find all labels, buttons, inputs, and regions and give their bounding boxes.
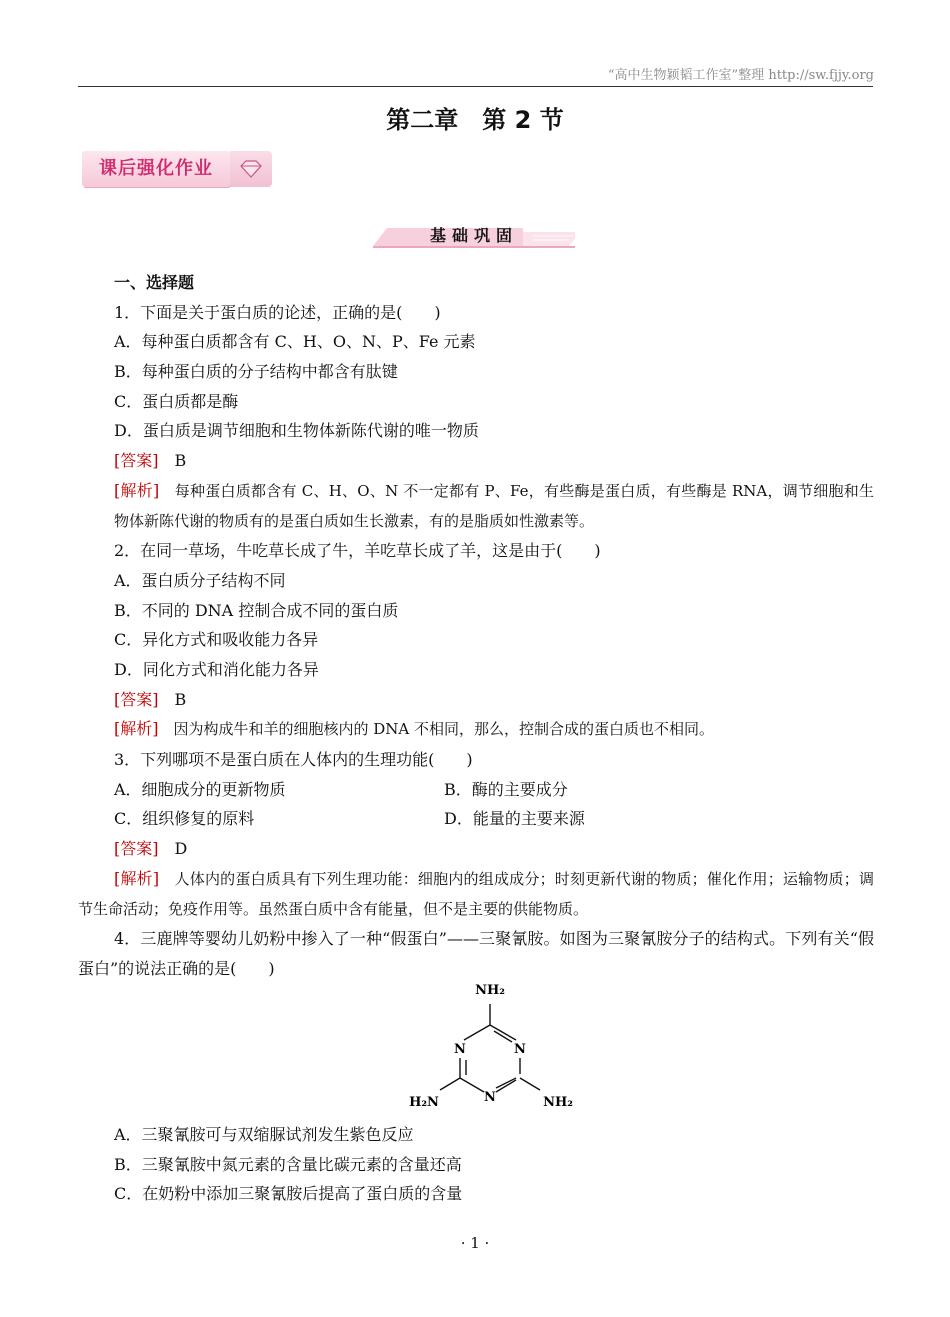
analysis-text: 每种蛋白质都含有 C、H、O、N 不一定都有 P、Fe，有些酶是蛋白质，有些酶是 RNA，调节细胞和生物体新陈代谢的物质有的是蛋白质如生长激素，有的是脂质如性激素等。 bbox=[114, 481, 874, 530]
analysis-text: 因为构成牛和羊的细胞核内的 DNA 不相同，那么，控制合成的蛋白质也不相同。 bbox=[173, 720, 715, 739]
diamond-icon bbox=[239, 160, 263, 178]
option-b: B．酶的主要成分 bbox=[444, 779, 568, 799]
option-a: A．每种蛋白质都含有 C、H、O、N、P、Fe 元素 bbox=[114, 332, 476, 352]
melamine-structure bbox=[400, 978, 580, 1113]
section-heading: 一、选择题 bbox=[114, 273, 195, 292]
answer-line bbox=[78, 446, 874, 476]
analysis bbox=[78, 476, 874, 536]
question-stem: 4．三鹿牌等婴幼儿奶粉中掺入了一种“假蛋白”——三聚氰胺。如图为三聚氰胺分子的结构式。下列有关“假蛋白”的说法正确的是( ) bbox=[78, 929, 874, 978]
amine-left: H₂N bbox=[409, 1095, 439, 1110]
answer-line bbox=[78, 834, 874, 864]
ring-nitrogen-bottom: N bbox=[484, 1090, 496, 1105]
header-rule bbox=[78, 86, 873, 87]
answer-tag: [答案] bbox=[114, 451, 159, 471]
question-1 bbox=[78, 298, 874, 537]
section-banner bbox=[373, 224, 575, 252]
option-d: D．同化方式和消化能力各异 bbox=[114, 659, 319, 679]
question-3 bbox=[78, 745, 874, 924]
page-number: · 1 · bbox=[460, 1234, 490, 1252]
option-c: C．异化方式和吸收能力各异 bbox=[114, 630, 319, 650]
option-row bbox=[78, 775, 874, 805]
answer-value: B bbox=[174, 689, 187, 709]
chapter-title: 第二章 第 2 节 bbox=[386, 106, 564, 134]
option-a: A．三聚氰胺可与双缩脲试剂发生紫色反应 bbox=[114, 1125, 414, 1144]
amine-top: NH₂ bbox=[475, 983, 505, 998]
analysis-text: 人体内的蛋白质具有下列生理功能：细胞内的组成成分；时刻更新代谢的物质；催化作用；运输物质；调节生命活动；免疫作用等。虽然蛋白质中含有能量，但不是主要的供能物质。 bbox=[78, 869, 874, 918]
ring-nitrogen-right: N bbox=[514, 1042, 526, 1057]
option-d: D．蛋白质是调节细胞和生物体新陈代谢的唯一物质 bbox=[114, 421, 479, 441]
question-4-options bbox=[78, 1120, 874, 1209]
question-stem: 3．下列哪项不是蛋白质在人体内的生理功能( ) bbox=[114, 750, 473, 770]
source-note: “高中生物颖韬工作室”整理 http://sw.fjjy.org bbox=[607, 68, 874, 83]
question-stem: 1．下面是关于蛋白质的论述，正确的是( ) bbox=[114, 302, 441, 322]
option-b: B．每种蛋白质的分子结构中都含有肽键 bbox=[114, 362, 398, 382]
option-b: B．不同的 DNA 控制合成不同的蛋白质 bbox=[114, 600, 399, 620]
question-stem: 2．在同一草场，牛吃草长成了牛，羊吃草长成了羊，这是由于( ) bbox=[114, 541, 601, 561]
answer-tag: [答案] bbox=[114, 689, 159, 709]
ring-nitrogen-left: N bbox=[454, 1042, 466, 1057]
homework-label: 课后强化作业 bbox=[82, 151, 230, 187]
question-list bbox=[78, 268, 874, 984]
option-d: D．能量的主要来源 bbox=[444, 809, 585, 829]
option-c: C．组织修复的原料 bbox=[114, 809, 255, 829]
option-b: B．三聚氰胺中氮元素的含量比碳元素的含量还高 bbox=[114, 1154, 462, 1174]
answer-line bbox=[78, 685, 874, 715]
analysis bbox=[78, 714, 874, 745]
answer-value: D bbox=[174, 839, 188, 859]
option-c: C．蛋白质都是酶 bbox=[114, 391, 239, 411]
option-a: A．细胞成分的更新物质 bbox=[114, 779, 286, 799]
homework-tab bbox=[230, 151, 272, 187]
homework-banner bbox=[82, 151, 272, 187]
analysis bbox=[78, 864, 874, 924]
analysis-tag: [解析] bbox=[114, 868, 160, 888]
question-4 bbox=[78, 924, 874, 983]
amine-right: NH₂ bbox=[543, 1095, 573, 1110]
option-c: C．在奶粉中添加三聚氰胺后提高了蛋白质的含量 bbox=[114, 1184, 463, 1204]
analysis-tag: [解析] bbox=[114, 719, 159, 739]
analysis-tag: [解析] bbox=[114, 480, 160, 500]
answer-tag: [答案] bbox=[114, 839, 159, 859]
option-row bbox=[78, 804, 874, 834]
section-label: 基础巩固 bbox=[429, 226, 518, 245]
option-a: A．蛋白质分子结构不同 bbox=[114, 570, 286, 590]
answer-value: B bbox=[174, 451, 187, 471]
question-2 bbox=[78, 536, 874, 745]
